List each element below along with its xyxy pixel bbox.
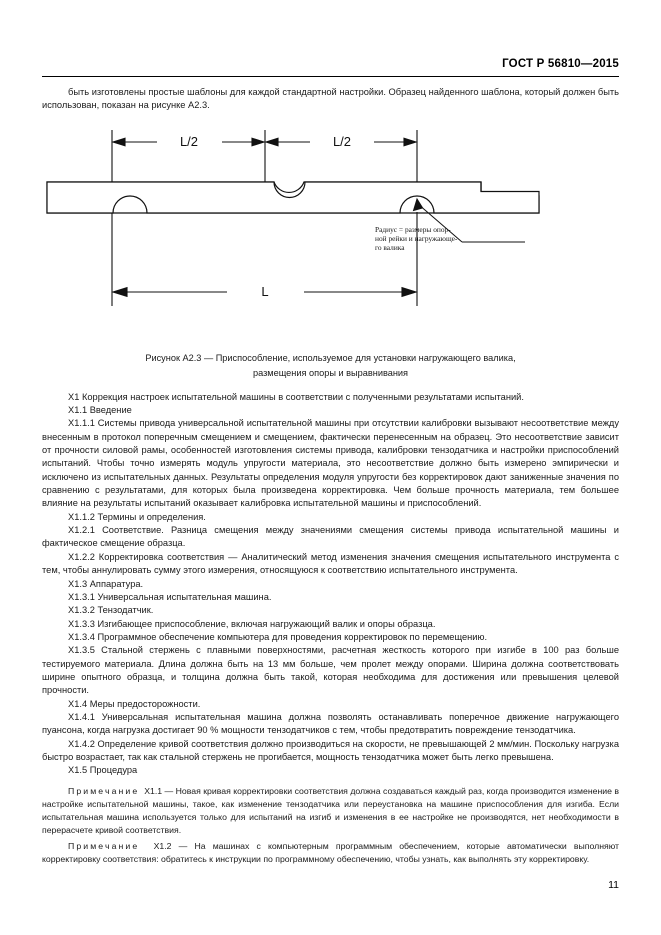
annotation-line-3: го валика — [375, 243, 405, 253]
intro-paragraph: быть изготовлены простые шаблоны для каждой стандартной настройки. Образец найденного шаблона, который должен быть использован, показан на рисунке А2.3. — [42, 87, 619, 111]
figure-annotation — [375, 225, 495, 253]
section-x1-3-1: X1.3.1 Универсальная испытательная машина. — [68, 591, 272, 602]
note-label-1: X1.1 — [144, 785, 163, 796]
figure-caption-line-1: Рисунок А2.3 — Приспособление, используемое для установки нагружающего валика, — [145, 352, 516, 363]
section-x1-1-1: X1.1.1 Системы привода универсальной испытательной машины при отсутствии калибровки вызывают несоответствие между внесенным в протокол поперечным смещением и смещением, фактически перенесенным на образец. Это несоответствие зависит от прочности силовой рамы, особенностей изготовления системы привода, калибровки тензодатчика и настройки приспособлений испытаний. Чтобы точно измерять модуль упругости материала, это несоответствие должно быть измерено эмпирически и исключено из испытательных данных. Результаты определения модуля упругости без корректировок дают заниженные значения по сравнению с результатами, для которых была произведена корректировка. Чем больше прочность материала, тем большее влияние на результаты испытаний оказывает калибровка испытательной машины и приспособлений. — [42, 418, 619, 509]
figure-caption-line-2: размещения опоры и выравнивания — [252, 367, 409, 378]
spacer — [42, 380, 619, 391]
section-x1: X1 Коррекция настроек испытательной машины в соответствии с полученными результатами испытаний. — [68, 391, 524, 402]
annotation-line-1: Радиус = размеры опор- — [375, 224, 451, 234]
note-x1-2 — [42, 840, 619, 866]
section-x1-5: X1.5 Процедура — [68, 765, 138, 776]
page-content — [42, 86, 619, 866]
spacer — [42, 778, 619, 785]
note-label-2: X1.2 — [153, 841, 172, 852]
section-x1-3-3: X1.3.3 Изгибающее приспособление, включая нагружающий валик и опоры образца. — [68, 618, 436, 629]
section-x1-2-1: X1.2.1 Соответствие. Разница смещения между значениями смещения системы привода испытательной машины и фактическое смещение образца. — [42, 525, 619, 549]
fixture-drawing — [42, 120, 619, 316]
spacer — [42, 113, 619, 120]
section-x1-4-1: X1.4.1 Универсальная испытательная машина должна позволять останавливать поперечное движение нагружающего пуансона, когда нагрузка достигает 90 % мощности тензодатчиков с тем, чтобы предотвратить повреждение тензодатчика. — [42, 711, 619, 736]
section-x1-1: X1.1 Введение — [68, 405, 132, 416]
note-x1-1 — [42, 785, 619, 837]
label-full-span: L — [261, 283, 269, 299]
page-header: ГОСТ Р 56810—2015 — [502, 58, 619, 70]
header-divider — [42, 76, 619, 77]
section-x1-3-2: X1.3.2 Тензодатчик. — [68, 605, 154, 616]
section-x1-3-5: X1.3.5 Стальной стержень с плавными поверхностями, расчетная жесткость которого при изгибе в 100 раз больше тестируемого материала. Длина должна быть на 13 мм больше, чем пролет между опорами. Ширина должна соответствовать ширине опытного образца, и толщина должна быть такой, которая необходима для достижения или превышения целевой прочности. — [42, 645, 619, 696]
annotation-line-2: ной рейки и нагружающе- — [375, 233, 458, 243]
page-number: 11 — [608, 879, 619, 891]
section-x1-4: X1.4 Меры предосторожности. — [68, 698, 201, 709]
note-lead-1: Примечание — [68, 785, 140, 796]
note-text-1: — Новая кривая корректировки соответствия должна создаваться каждый раз, когда производится изменение в настройке испытательной машины, такое, как изменение тензодатчика или переустановка на машине приспособления для изгиба. Если испытательная машина используется только для испытаний на изгиб и изменения в ее настройке не производятся, нет необходимости в перерасчете кривой соответствия. — [42, 785, 619, 835]
section-x1-2-2: X1.2.2 Корректировка соответствия — Аналитический метод изменения значения смещения испытательного инструмента с тем, чтобы аннулировать сумму этого измерения, относящуюся к соответствию испытательного инструмента. — [42, 551, 619, 576]
section-x1-3-4: X1.3.4 Программное обеспечение компьютера для проведения корректировок по перемещению. — [68, 631, 488, 642]
note-text-2: — На машинах с компьютерным программным обеспечением, которые автоматически выполняют корректировку соответствия: обратитесь к инструкции по программному обеспечению, чтобы узнать, как выполнять эту корректировку. — [42, 841, 619, 865]
section-x1-3: X1.3 Аппаратура. — [68, 578, 144, 589]
label-half-right: L/2 — [332, 133, 352, 149]
label-half-left: L/2 — [179, 133, 199, 149]
figure-a2-3 — [42, 120, 619, 350]
fixture-plate — [47, 182, 539, 213]
section-x1-4-2: X1.4.2 Определение кривой соответствия должно производиться на скорости, не превышающей 2 мм/мин. Поскольку нагрузка быстро возрастает, так как стальной стержень не прогибается, мощность тензодатчика может быть легко превышена. — [42, 738, 619, 762]
section-x1-1-2: X1.1.2 Термины и определения. — [68, 511, 206, 522]
note-lead-2: Примечание — [68, 841, 140, 852]
